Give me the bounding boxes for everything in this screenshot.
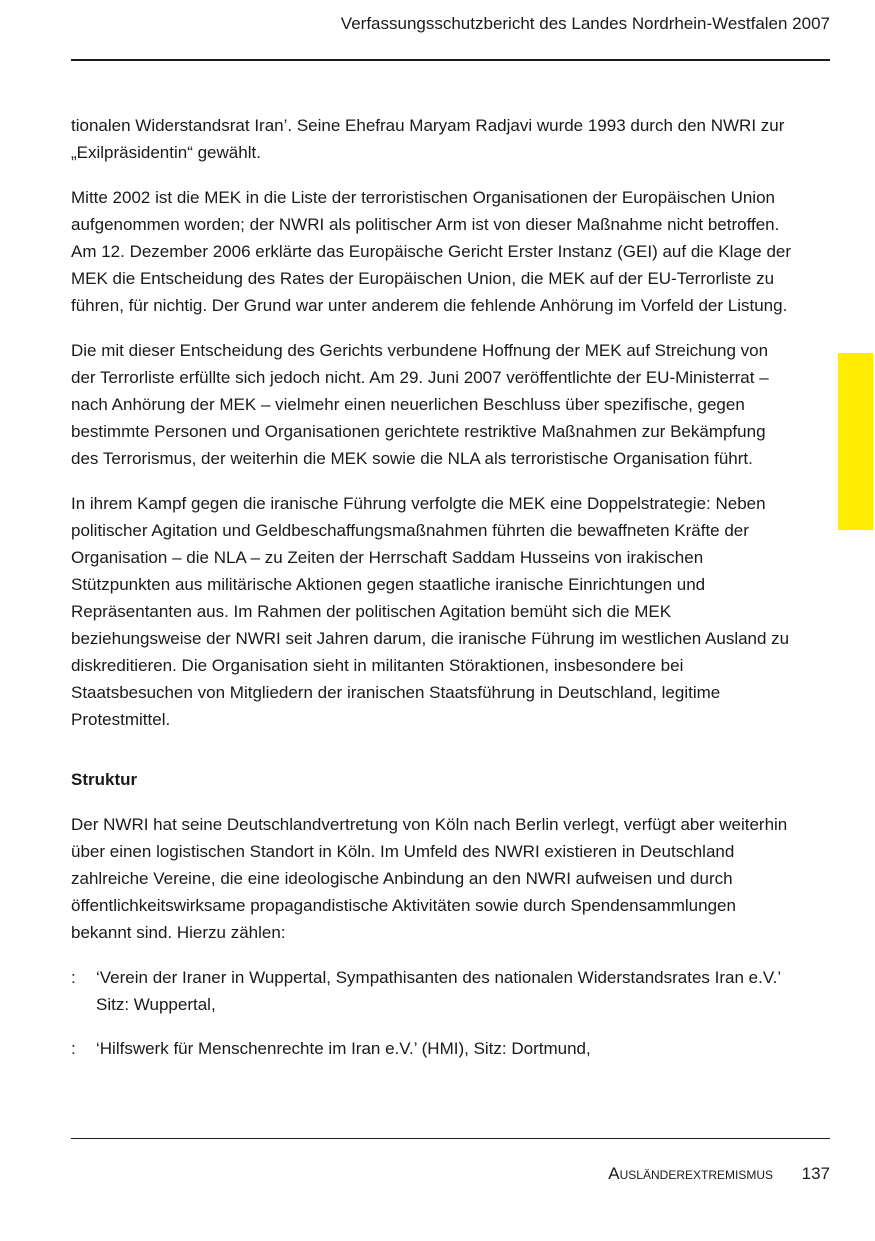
document-body [71, 112, 791, 1079]
paragraph-4: In ihrem Kampf gegen die iranische Führung verfolgte die MEK eine Doppelstrategie: Neben politischer Agitation und Geldbeschaffungsmaßnahmen führten die bewaffneten Kräfte der Organisation – die NLA – zu Zeiten der Herrschaft Saddam Husseins von irakischen Stützpunkten aus militärische Aktionen gegen staatliche iranische Einrichtungen und Repräsentanten aus. Im Rahmen der politischen Agitation bemüht sich die MEK beziehungsweise der NWRI seit Jahren darum, die iranische Führung im westlichen Ausland zu diskreditieren. Die Organisation sieht in militanten Störaktionen, insbesondere bei Staatsbesuchen von Mitgliedern der iranischen Staatsführung in Deutschland, legitime Protestmittel. [71, 494, 790, 729]
header-divider [71, 59, 830, 61]
list-marker: : [71, 968, 76, 987]
paragraph-structure: Der NWRI hat seine Deutschlandvertretung von Köln nach Berlin verlegt, verfügt aber weiterhin über einen logistischen Standort in Köln. Im Umfeld des NWRI existieren in Deutschland zahlreiche Vereine, die eine ideologische Anbindung an den NWRI aufweisen und durch öffentlichkeitswirksame propagandistische Aktivitäten sowie durch Spendensammlungen bekannt sind. Hierzu zählen: [71, 815, 788, 942]
paragraph-3: Die mit dieser Entscheidung des Gerichts verbundene Hoffnung der MEK auf Streichung von der Terrorliste erfüllte sich jedoch nicht. Am 29. Juni 2007 veröffentlichte der EU-Ministerrat – nach Anhörung der MEK – vielmehr einen neuerlichen Beschluss über spezifische, gegen bestimmte Personen und Organisationen gerichtete restriktive Maßnahmen zur Bekämpfung des Terrorismus, der weiterhin die MEK sowie die NLA als terroristische Organisation führt. [71, 341, 769, 468]
list-item [71, 1035, 791, 1062]
organization-list [71, 964, 791, 1062]
list-item-text: ‘Hilfswerk für Menschenrechte im Iran e.V.’ (HMI), Sitz: Dortmund, [96, 1039, 591, 1058]
paragraph-1: tionalen Widerstandsrat Iran’. Seine Ehefrau Maryam Radjavi wurde 1993 durch den NWRI zur „Exilpräsidentin“ gewählt. [71, 116, 785, 162]
page-number: 137 [801, 1164, 830, 1183]
footer-section-title: Ausländerextremismus [608, 1164, 773, 1183]
chapter-marker-tab [838, 353, 873, 530]
paragraph-2: Mitte 2002 ist die MEK in die Liste der terroristischen Organisationen der Europäischen Union aufgenommen worden; der NWRI als politischer Arm ist von dieser Maßnahme nicht betroffen. Am 12. Dezember 2006 erklärte das Europäische Gericht Erster Instanz (GEI) auf die Klage der MEK die Entscheidung des Rates der Europäischen Union, die MEK auf der EU-Terrorliste zu führen, für nichtig. Der Grund war unter anderem die fehlende Anhörung im Vorfeld der Listung. [71, 188, 792, 315]
page-header-title: Verfassungsschutzbericht des Landes Nordrhein-Westfalen 2007 [340, 14, 830, 33]
section-heading-struktur: Struktur [71, 770, 138, 789]
list-item [71, 964, 791, 1018]
list-item-text: ‘Verein der Iraner in Wuppertal, Sympathisanten des nationalen Widerstandsrates Iran e.V.’ Sitz: Wuppertal, [96, 968, 781, 1014]
list-marker: : [71, 1039, 76, 1058]
footer-divider [71, 1138, 830, 1139]
